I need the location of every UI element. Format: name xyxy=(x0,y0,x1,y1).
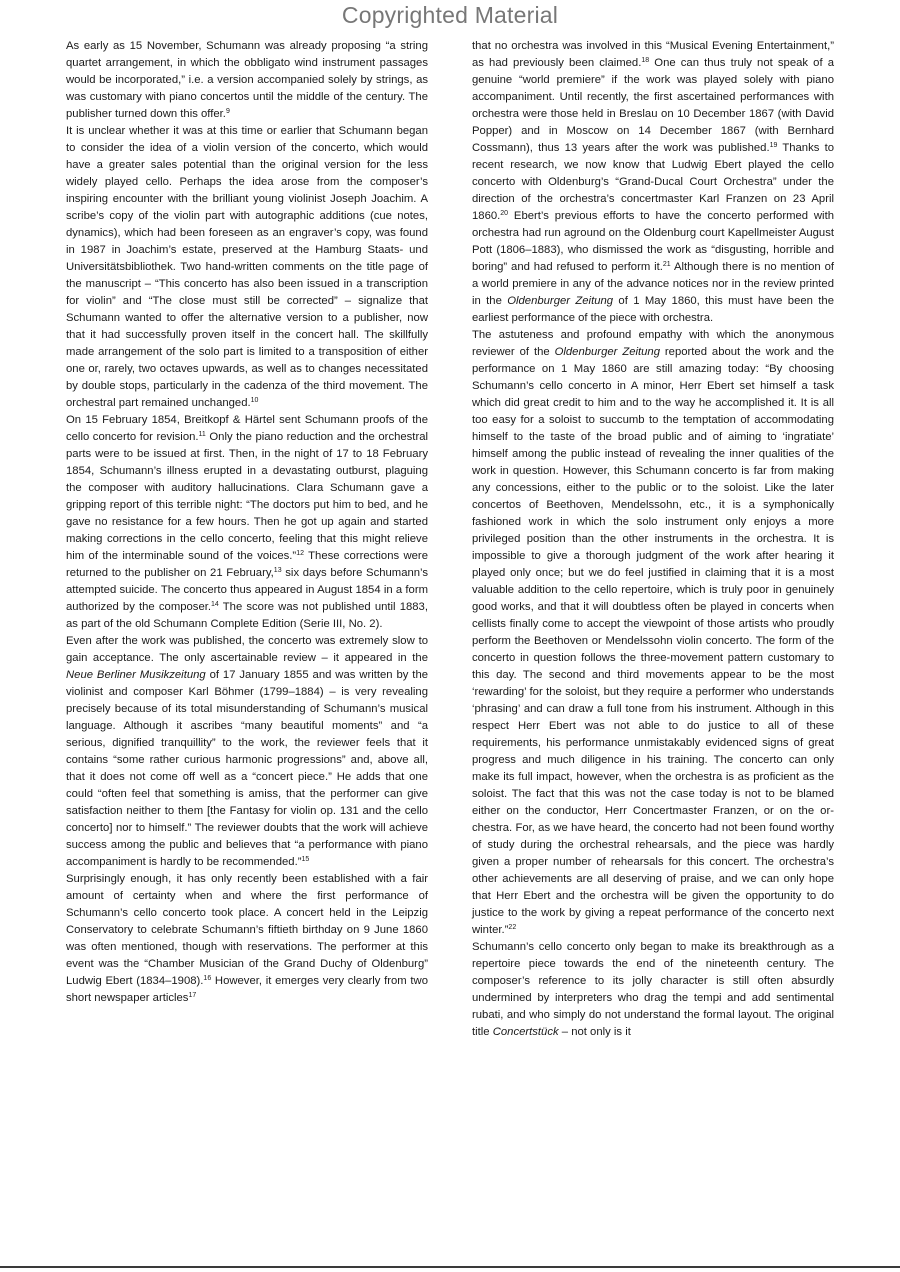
footnote-ref: 13 xyxy=(273,567,282,574)
footnote-ref: 16 xyxy=(203,975,212,982)
paragraph xyxy=(472,327,834,939)
footnote-ref: 21 xyxy=(662,261,671,268)
footnote-ref: 12 xyxy=(296,550,304,557)
text-run: Even after the work was published, the concerto was extremely slow to gain acceptance. The only ascertainable review – it appeared in the xyxy=(66,635,428,664)
italic-title: Oldenburger Zeitung xyxy=(507,295,614,307)
text-run: Although there is no mention of a world premiere in any of the advance notices nor in the review printed in the xyxy=(472,261,834,307)
text-run: These corrections were returned to the publisher on 21 February, xyxy=(66,550,428,579)
footnote-ref: 17 xyxy=(188,992,197,999)
text-run: – not only is it xyxy=(558,1026,631,1038)
text-run: Schumann’s cello concerto only began to make its breakthrough as a repertoire piece towards the end of the nineteenth century. The composer’s reference to its jolly character is still often absurdly undermined by interpreters who drag the tempi and add sentimental rubati, and who simply do not understand the formal layout. The original title xyxy=(472,941,834,1038)
text-run: However, it emerges very clearly from two short newspaper articles xyxy=(66,975,428,1004)
text-run: Only the piano reduction and the orchestral parts were to be issued at first. Then, in the night of 17 to 18 February 1854, Schumann’s illness erupted in a devastating outburst, plaguing the composer with auditory hallucinations. Clara Schumann gave a gripping report of this terrible night: “The doctors put him to bed, and he gave no resistance for a few hours. Then he got up again and started making corrections in the cello concerto, feeling that this might relieve him of the interminable sound of the voices.” xyxy=(66,431,429,562)
text-run: Surprisingly enough, it has only recently been established with a fair amount of certainty when and where the first performance of Schumann’s cello concerto took place. A concert held in the Leipzig Conservatory to celebrate Schumann’s fiftieth birthday on 9 June 1860 was often mentioned, though with reservations. The performer at this event was the “Chamber Musician of the Grand Duchy of Oldenburg” Ludwig Ebert (1834–1908). xyxy=(66,873,428,987)
paragraph xyxy=(66,38,428,123)
paragraph xyxy=(66,871,428,1007)
footnote-ref: 22 xyxy=(508,924,517,931)
text-run: that no orchestra was involved in this “Musical Evening Entertainment,” as had previously been claimed. xyxy=(472,40,834,69)
text-run: It is unclear whether it was at this time or earlier that Schumann began to consider the idea of a violin version of the concerto, which would have a greater sales potential than the original version for the less widely played cello. Perhaps the idea arose from the composer’s inspiring encounter with the brilliant young violinist Joseph Joachim. A scribe’s copy of the violin part with autographic additions (cue notes, dynamics), which had been foreseen as an engraver’s copy, was found in 1987 in Joachim’s estate, preserved at the Hamburg Staats- und Universitätsbibliothek. Two hand-written comments on the title page of the manuscript – “This concerto has also been issued in a transcription for violin” and “The close must still be corrected” – signalize that Schumann wanted to offer the alternative version to a publisher, now that it had successfully proven itself in the concert hall. The skillfully made arrangement of the solo part is limited to a transposition of either one or, rarely, two octaves upwards, as well as to changes necessitated by double stops, particularly in the cadenza of the third movement. The orchestral part remained unchanged. xyxy=(66,125,428,409)
text-run: One can thus truly not speak of a genuine “world premiere” if the work was played solely with piano accompaniment. Until recently, the first ascertained performances with orchestra were those held in Breslau on 10 December 1867 (with David Popper) and in Moscow on 14 December 1867 (with Bernhard Cossmann), thus 13 years after the work was published. xyxy=(472,57,834,154)
paragraph xyxy=(66,123,428,412)
italic-title: Oldenburger Zeitung xyxy=(554,346,660,358)
footnote-ref: 11 xyxy=(198,431,206,438)
left-text-column xyxy=(66,38,428,1007)
page-bottom-rule xyxy=(0,1266,900,1268)
text-run: Ebert’s previous efforts to have the concerto performed with orchestra had run aground on the Oldenburg court Kapellmeister August Pott (1806–1883), who dismissed the work as “disgusting, horrible and boring” and had refused to perform it. xyxy=(472,210,834,273)
text-run: As early as 15 November, Schumann was already proposing “a string quartet arrangement, in which the obbligato wind instrument passages would be incorporated,” i.e. a version accompanied solely by strings, as was customary with piano concertos until the middle of the century. The publisher turned down this offer. xyxy=(66,40,428,120)
text-run: On 15 February 1854, Breitkopf & Härtel sent Schumann proofs of the cello concerto for revision. xyxy=(66,414,428,443)
paragraph xyxy=(472,38,834,327)
footnote-ref: 19 xyxy=(769,142,778,149)
text-run: The astuteness and profound empathy with which the anonymous reviewer of the xyxy=(472,329,834,358)
footnote-ref: 15 xyxy=(301,856,310,863)
text-run: six days before Schumann’s attempted suicide. The concerto thus appeared in August 1854 in a form authorized by the composer. xyxy=(66,567,428,613)
right-text-column xyxy=(472,38,834,1041)
footnote-ref: 10 xyxy=(250,397,259,404)
paragraph xyxy=(472,939,834,1041)
text-run: of 17 January 1855 and was written by the violinist and composer Karl Böhmer (1799–1884) – is very revealing precisely because of its total misunderstanding of Schumann’s musical language. Although it ascribes “many beautiful moments” and “a serious, dignified tranquillity” to the work, the reviewer feels that it contains “some rather curious harmonic progressions” and, above all, that it does not come off well as a “concert piece.” He adds that one could “often feel that something is amiss, that the performer can give satisfaction neither to them [the Fantasy for violin op. 131 and the cello concerto] nor to himself.” The reviewer doubts that the work will achieve success among the public and believes that “a performance with piano accompaniment is hardly to be recommended.” xyxy=(66,669,429,868)
text-run: reported about the work and the performance on 1 May 1860 are still amazing today: “By choosing Schumann’s cello concerto in A minor, Herr Ebert set himself a task which did great credit to him and to the way he accomplished it. It is all too easy for a soloist to succumb to the temptation of accommodating himself to the taste of the broad public and of aiming to ‘ingratiate’ himself among the public instead of revealing the inner qualities of the work in question. However, this Schumann concerto is far from making any concessions, either to the public or to the soloist. Like the later concertos of Beethoven, Mendelssohn, etc., it is a symphonically fashioned work in which the solo instrument only enjoys a more privileged position than the other instruments in the orchestra. It is impossible to give a thorough judgment of the work after hearing it played only once; but we do feel justified in claiming that it is a most valuable addition to the cello repertoire, which is truly poor in genuinely good works, and that it will doubtless often be played in concerts when cellists finally come to accept the viewpoint of those artists who proudly perform the Beethoven or Mendelssohn violin concerto. The form of the concerto in question follows the three-movement pattern customary to this day. The second and third movements appear to be the most ‘rewarding’ for the soloist, but they require a performer who understands ‘phrasing’ and can draw a full tone from his instrument. Although in this respect Herr Ebert was not able to do justice to all of these requirements, his performance unmistakably evidenced signs of great progress and much diligence in his training. The concerto can only make its full impact, however, when the orchestra is as proficient as the soloist. The fact that this was not the case today is not to be blamed either on the conductor, Herr Concertmaster Franzen, or on the orchestra. For, as we have heard, the concerto had not been found worthy of study during the orchestral rehearsals, and the piece was hardly given a proper number of rehearsals for this concert. The orchestra’s other achievements are all deserving of praise, and we can only hope that Herr Ebert and the orchestra will be given the opportunity to do justice to the work by giving a repeat performance of the concerto next winter.” xyxy=(472,346,834,936)
text-run: Thanks to recent research, we now know that Ludwig Ebert played the cello concerto with Oldenburg’s “Grand-Ducal Court Orchestra” under the direction of the orchestra’s concertmaster Karl Franzen on 23 April 1860. xyxy=(472,142,834,222)
footnote-ref: 18 xyxy=(641,57,650,64)
text-run: of 1 May 1860, this must have been the earliest performance of the piece with orchestra. xyxy=(472,295,834,324)
paragraph xyxy=(66,412,428,633)
paragraph xyxy=(66,633,428,871)
footnote-ref: 14 xyxy=(211,601,219,608)
text-run: The score was not published until 1883, as part of the old Schumann Complete Edition (Serie III, No. 2). xyxy=(66,601,428,630)
footnote-ref: 9 xyxy=(225,108,230,115)
italic-title: Concertstück xyxy=(492,1026,559,1038)
copyright-watermark: Copyrighted Material xyxy=(341,2,559,28)
italic-title: Neue Berliner Musikzeitung xyxy=(66,669,206,681)
footnote-ref: 20 xyxy=(500,210,509,217)
